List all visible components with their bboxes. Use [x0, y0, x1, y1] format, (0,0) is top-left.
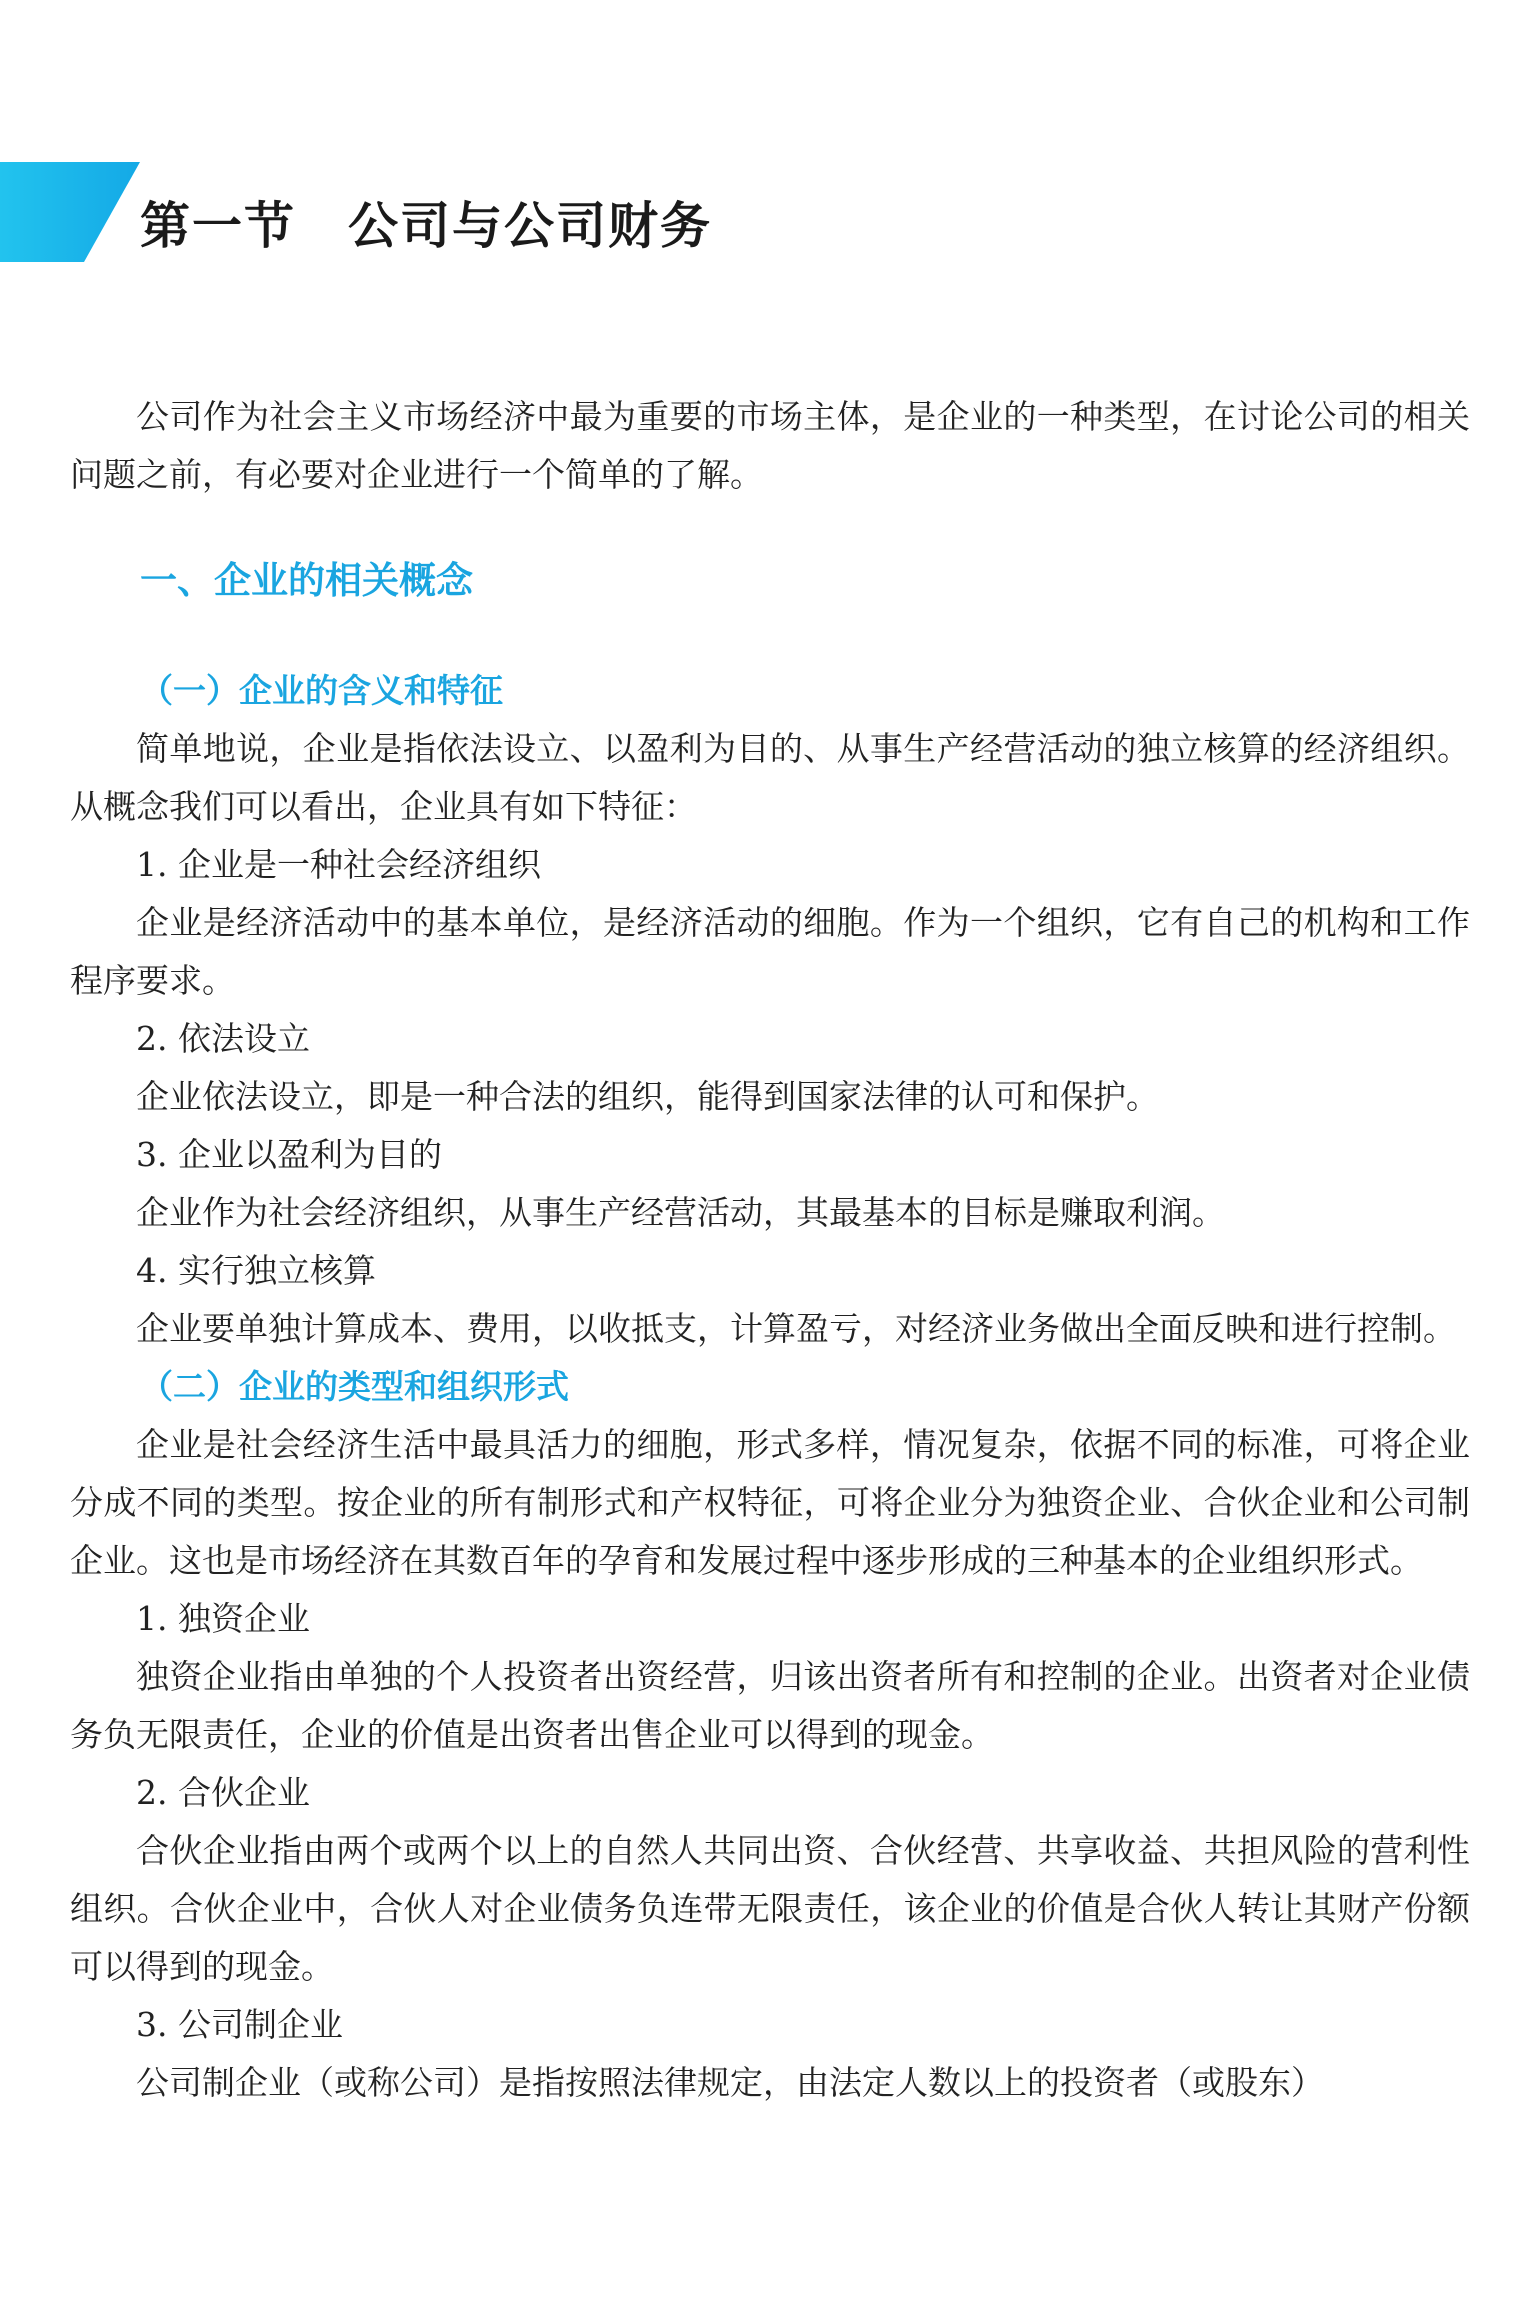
feature-text: 企业依法设立，即是一种合法的组织，能得到国家法律的认可和保护。 — [136, 1077, 1159, 1116]
section-title: 第一节 公司与公司财务 — [140, 197, 712, 255]
heading-enterprise-concepts: 一、企业的相关概念 — [140, 559, 473, 602]
type-text: 公司制企业（或称公司）是指按照法律规定，由法定人数以上的投资者（或股东） — [136, 2063, 1324, 2102]
section-accent-bar — [0, 162, 140, 262]
body-content — [70, 388, 1470, 2112]
feature-label: 2. 依法设立 — [136, 1019, 310, 1058]
subheading-meaning-features: （一）企业的含义和特征 — [140, 671, 503, 710]
paragraph-definition: 简单地说，企业是指依法设立、以盈利为目的、从事生产经营活动的独立核算的经济组织。从概念我们可以看出，企业具有如下特征： — [70, 729, 1470, 826]
type-text: 独资企业指由单独的个人投资者出资经营，归该出资者所有和控制的企业。出资者对企业债务负无限责任，企业的价值是出资者出售企业可以得到的现金。 — [70, 1657, 1470, 1754]
type-label: 2. 合伙企业 — [136, 1773, 310, 1812]
type-label: 1. 独资企业 — [136, 1599, 310, 1638]
type-text: 合伙企业指由两个或两个以上的自然人共同出资、合伙经营、共享收益、共担风险的营利性组织。合伙企业中，合伙人对企业债务负连带无限责任，该企业的价值是合伙人转让其财产份额可以得到的现金。 — [70, 1831, 1470, 1986]
section-header — [0, 162, 1536, 262]
paragraph-types: 企业是社会经济生活中最具活力的细胞，形式多样，情况复杂，依据不同的标准，可将企业分成不同的类型。按企业的所有制形式和产权特征，可将企业分为独资企业、合伙企业和公司制企业。这也是市场经济在其数百年的孕育和发展过程中逐步形成的三种基本的企业组织形式。 — [70, 1425, 1470, 1580]
feature-text: 企业要单独计算成本、费用，以收抵支，计算盈亏，对经济业务做出全面反映和进行控制。 — [136, 1309, 1456, 1348]
feature-label: 1. 企业是一种社会经济组织 — [136, 845, 541, 884]
feature-text: 企业作为社会经济组织，从事生产经营活动，其最基本的目标是赚取利润。 — [136, 1193, 1225, 1232]
intro-paragraph: 公司作为社会主义市场经济中最为重要的市场主体，是企业的一种类型，在讨论公司的相关问题之前，有必要对企业进行一个简单的了解。 — [70, 397, 1470, 494]
feature-text: 企业是经济活动中的基本单位，是经济活动的细胞。作为一个组织，它有自己的机构和工作程序要求。 — [70, 903, 1470, 1000]
type-label: 3. 公司制企业 — [136, 2005, 343, 2044]
subheading-types-forms: （二）企业的类型和组织形式 — [140, 1367, 569, 1406]
feature-label: 3. 企业以盈利为目的 — [136, 1135, 442, 1174]
feature-label: 4. 实行独立核算 — [136, 1251, 376, 1290]
